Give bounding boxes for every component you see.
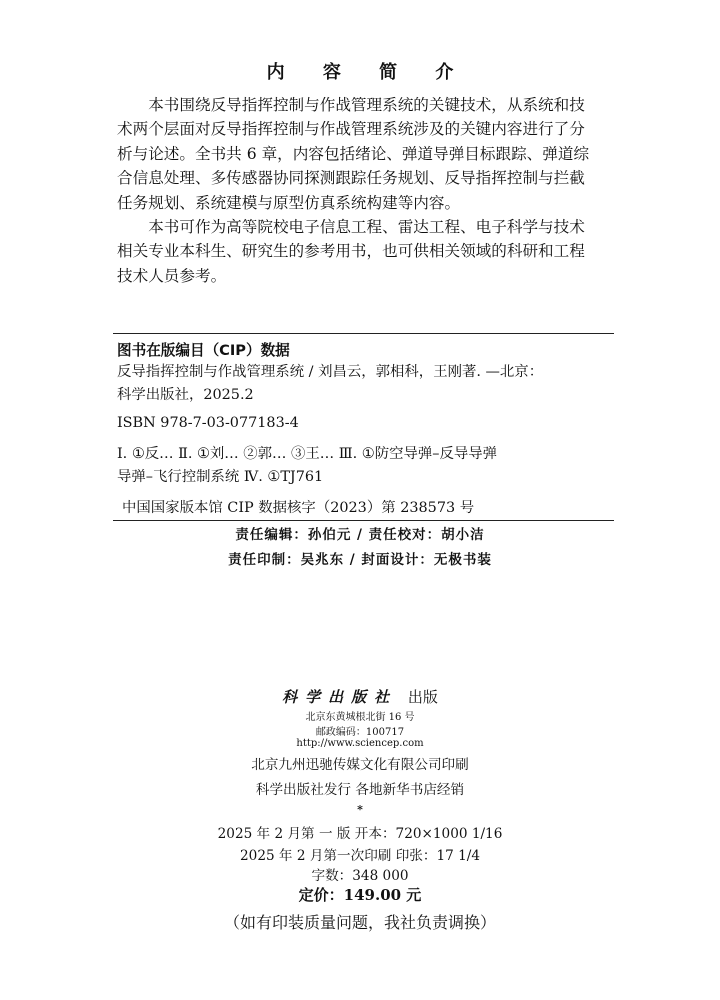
distribution-line: 科学出版社发行 各地新华书店经销 (255, 782, 465, 798)
publisher-logo: 科学出版社 (282, 688, 398, 706)
summary-paragraph-1: 本书围绕反导指挥控制与作战管理系统的关键技术，从系统和技 术两个层面对反导指挥控制与作战管理系统涉及的关键内容进行了分 析与论述。全书共 6 章，内容包括绪论、弹道导弹目标跟踪、弹道综 合信息处理、多传感器协同探测跟踪任务规划、反导指挥控制与拦截 任务规划、系统建模与原型仿真系统构建等内容。 (117, 96, 590, 212)
quality-notice: （如有印装质量问题，我社负责调换） (223, 913, 496, 932)
summary-paragraph-2: 本书可作为高等院校电子信息工程、雷达工程、电子科学与技术 相关专业本科生、研究生的参考用书，也可供相关领域的科研和工程 技术人员参考。 (117, 218, 585, 285)
price: 定价：149.00 元 (298, 886, 422, 904)
staff-editors: 责任编辑：孙伯元 / 责任校对：胡小洁 (235, 527, 485, 543)
cip-top-divider (113, 333, 614, 334)
page-title: 内 容 简 介 (266, 62, 470, 83)
cip-isbn: ISBN 978-7-03-077183-4 (117, 415, 299, 431)
publisher-url: http://www.sciencep.com (296, 738, 424, 749)
printer-line: 北京九州迅驰传媒文化有限公司印刷 (251, 757, 469, 773)
printing-line: 2025 年 2 月第一次印刷 印张：17 1/4 (240, 848, 480, 864)
content-summary (117, 93, 609, 288)
separator-star: * (357, 803, 363, 816)
edition-line: 2025 年 2 月第 一 版 开本：720×1000 1/16 (217, 826, 503, 842)
publisher-suffix: 出版 (407, 688, 438, 706)
cip-title-line: 反导指挥控制与作战管理系统 / 刘昌云，郭相科，王刚著. —北京： (117, 364, 544, 380)
cip-heading: 图书在版编目（CIP）数据 (117, 342, 290, 359)
staff-production: 责任印制：吴兆东 / 封面设计：无极书装 (228, 552, 492, 568)
cip-classification-line-2: 导弹–飞行控制系统 Ⅳ. ①TJ761 (117, 469, 324, 485)
publisher-postcode: 邮政编码：100717 (315, 727, 405, 738)
word-count: 字数：348 000 (311, 868, 409, 884)
cip-publisher-line: 科学出版社，2025.2 (117, 387, 254, 403)
publisher-line (0, 686, 720, 707)
publisher-address: 北京东黄城根北街 16 号 (305, 712, 415, 723)
cip-bottom-divider (113, 520, 614, 521)
cip-record-number: 中国国家版本馆 CIP 数据核字（2023）第 238573 号 (122, 500, 475, 516)
cip-classification-line-1: Ⅰ. ①反… Ⅱ. ①刘… ②郭… ③王… Ⅲ. ①防空导弹–反导导弹 (117, 446, 498, 462)
